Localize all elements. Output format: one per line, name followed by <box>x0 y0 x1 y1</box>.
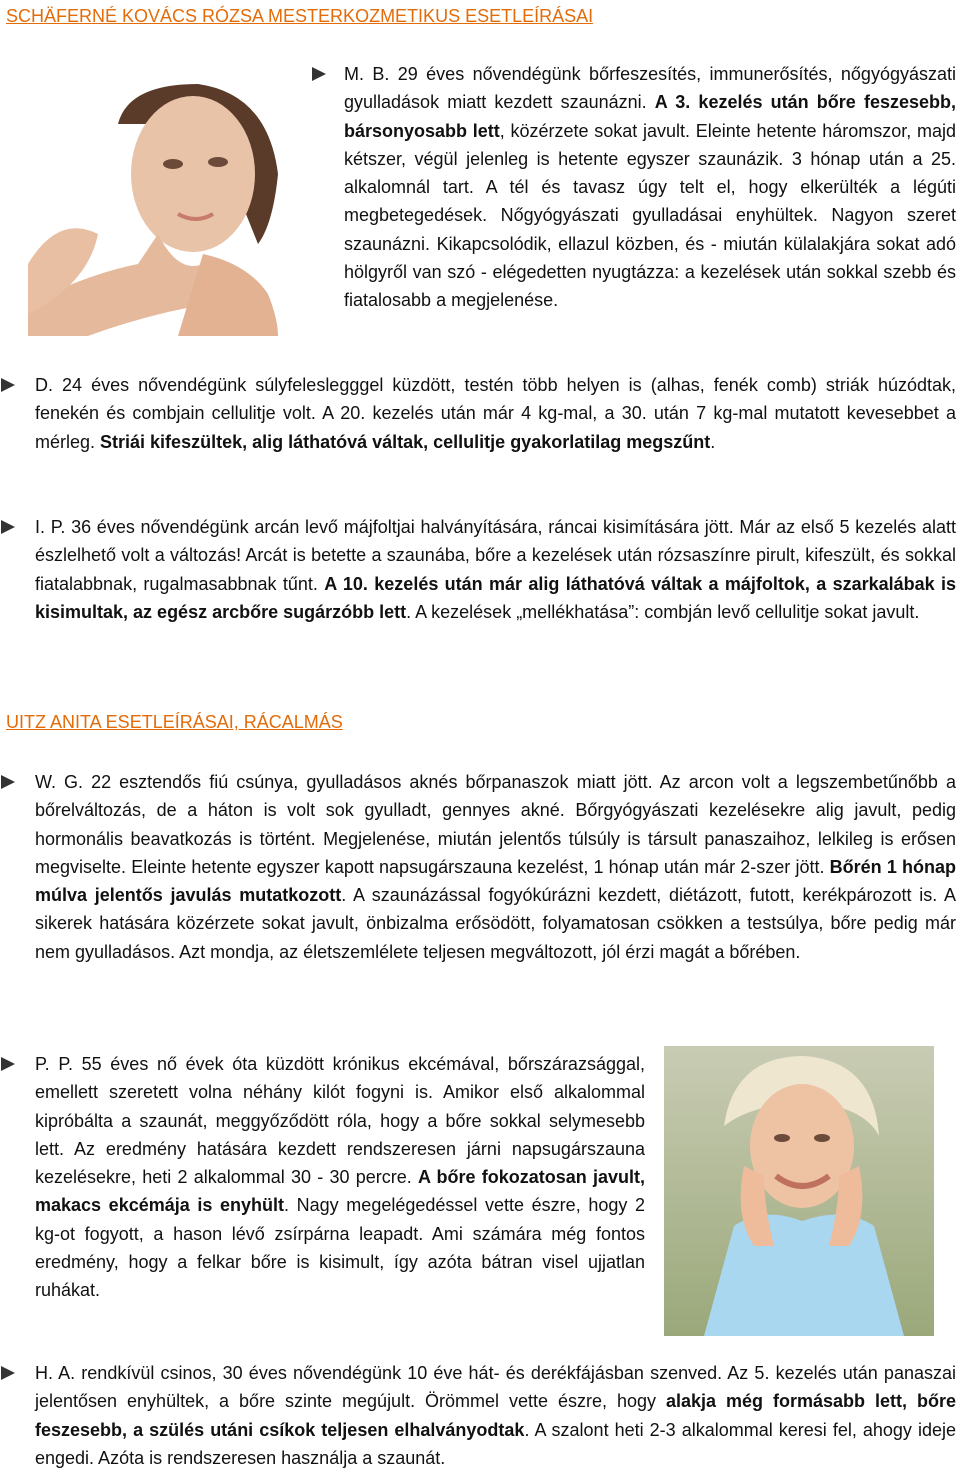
case-description: W. G. 22 esztendős fiú csúnya, gyulladásos aknés bőrpanaszok miatt jött. Az arcon volt a legszembetűnőbb a bőrelváltozás, de a háton is volt sok gyulladt, gennyes akné. Bőrgyógyászati kezelésekre alig javult, pedig hormonális beavatkozás is történt. Megjelenése, miután jelentős túlsúly is társult panaszaihoz, lelkileg is erősen megviselte. Eleinte hetente egyszer kapott napsugárszauna kezelést, 1 hónap után már 2-szer jött. Bőrén 1 hónap múlva jelentős javulás mutatkozott. A szaunázással fogyókúrázni kezdett, diétázott, futott, kerékpározott is. A sikerek hatására közérzete sokat javult, önbizalma erősödött, folyamatosan csökken a testsúlya, bőre pedig már nem gyulladásos. Azt mondja, az életszemlélete teljesen megváltozott, jól érzi magát a bőrében. <box>35 768 956 966</box>
case-description: M. B. 29 éves nővendégünk bőrfeszesítés, immunerősítés, nőgyógyászati gyulladások miatt kezdett szaunázni. A 3. kezelés után bőre feszesebb, bársonyosabb lett, közérzete sokat javult. Eleinte hetente háromszor, majd kétszer, végül jelenleg is hetente egyszer szaunázik. 3 hónap után a 25. alkalomnál tart. A tél és tavasz úgy telt el, hogy elkerülték a légúti megbetegedések. Nőgyógyászati gyulladásai enyhültek. Nagyon szeret szaunázni. Kikapcsolódik, ellazul közben, és - miután külalakjára sokat adó hölgyről van szó - elégedetten nyugtázza: a kezelések után sokkal szebb és fiatalosabb a megjelenése. <box>344 60 956 315</box>
bullet-arrow-icon <box>312 67 326 81</box>
bullet-arrow-icon <box>1 775 15 789</box>
case-description: P. P. 55 éves nő évek óta küzdött krónikus ekcémával, bőrszárazsággal, emellett szeretett volna néhány kilót fogyni is. Amikor első alkalommal kipróbálta a szaunát, meggyőződött róla, hogy a bőre sokkal selymesebb lett. Az eredmény hatására kezdett rendszeresen járni napsugárszauna kezelésekre, heti 2 alkalommal 30 - 30 percre. A bőre fokozatosan javult, makacs ekcémája is enyhült. Nagy megelégedéssel vette észre, hogy 2 kg-ot fogyott, a hason lévő zsírpárna leapadt. Ami számára még fontos eredmény, hogy a felkar bőre is kisimult, így azóta bátran visel ujjatlan ruhákat. <box>35 1050 645 1305</box>
bullet-arrow-icon <box>1 1057 15 1071</box>
case-description: I. P. 36 éves nővendégünk arcán levő májfoltjai halványítására, ráncai kisimítására jött. Már az első 5 kezelés alatt észlelhető volt a változás! Arcát is betette a szaunába, bőre a kezelések után rózsaszínre pirult, kifeszült, és sokkal fiatalabbnak, rugalmasabbnak tűnt. A 10. kezelés után már alig láthatóvá váltak a májfoltok, a szarkalábak is kisimultak, az egész arcbőre sugárzóbb lett. A kezelések „mellékhatása”: combján levő cellulitje sokat javult. <box>35 513 956 626</box>
section-heading: UITZ ANITA ESETLEÍRÁSAI, RÁCALMÁS <box>6 712 343 732</box>
bullet-arrow-icon <box>1 378 15 392</box>
bullet-arrow-icon <box>1 1366 15 1380</box>
section-heading: SCHÄFERNÉ KOVÁCS RÓZSA MESTERKOZMETIKUS ESETLEÍRÁSAI <box>6 6 594 26</box>
bullet-arrow-icon <box>1 520 15 534</box>
older-woman-photo <box>664 1046 934 1336</box>
woman-portrait-image <box>28 64 308 336</box>
case-description: H. A. rendkívül csinos, 30 éves nővendégünk 10 éve hát- és derékfájásban szenved. Az 5. kezelés után panaszai jelentősen enyhültek, a bőre szinte megújult. Örömmel vette észre, hogy alakja még formásabb lett, bőre feszesebb, a szülés utáni csíkok teljesen elhalványodtak. A szalont heti 2-3 alkalommal keresi fel, ahogy ideje engedi. Azóta is rendszeresen használja a szaunát. <box>35 1359 956 1472</box>
case-description: D. 24 éves nővendégünk súlyfeleslegggel küzdött, testén több helyen is (alhas, fenék comb) striák húzódtak, fenekén és combjain cellulitje volt. A 20. kezelés után már 4 kg-mal, a 30. után 7 kg-mal mutatott kevesebbet a mérleg. Striái kifeszültek, alig láthatóvá váltak, cellulitje gyakorlatilag megszűnt. <box>35 371 956 456</box>
